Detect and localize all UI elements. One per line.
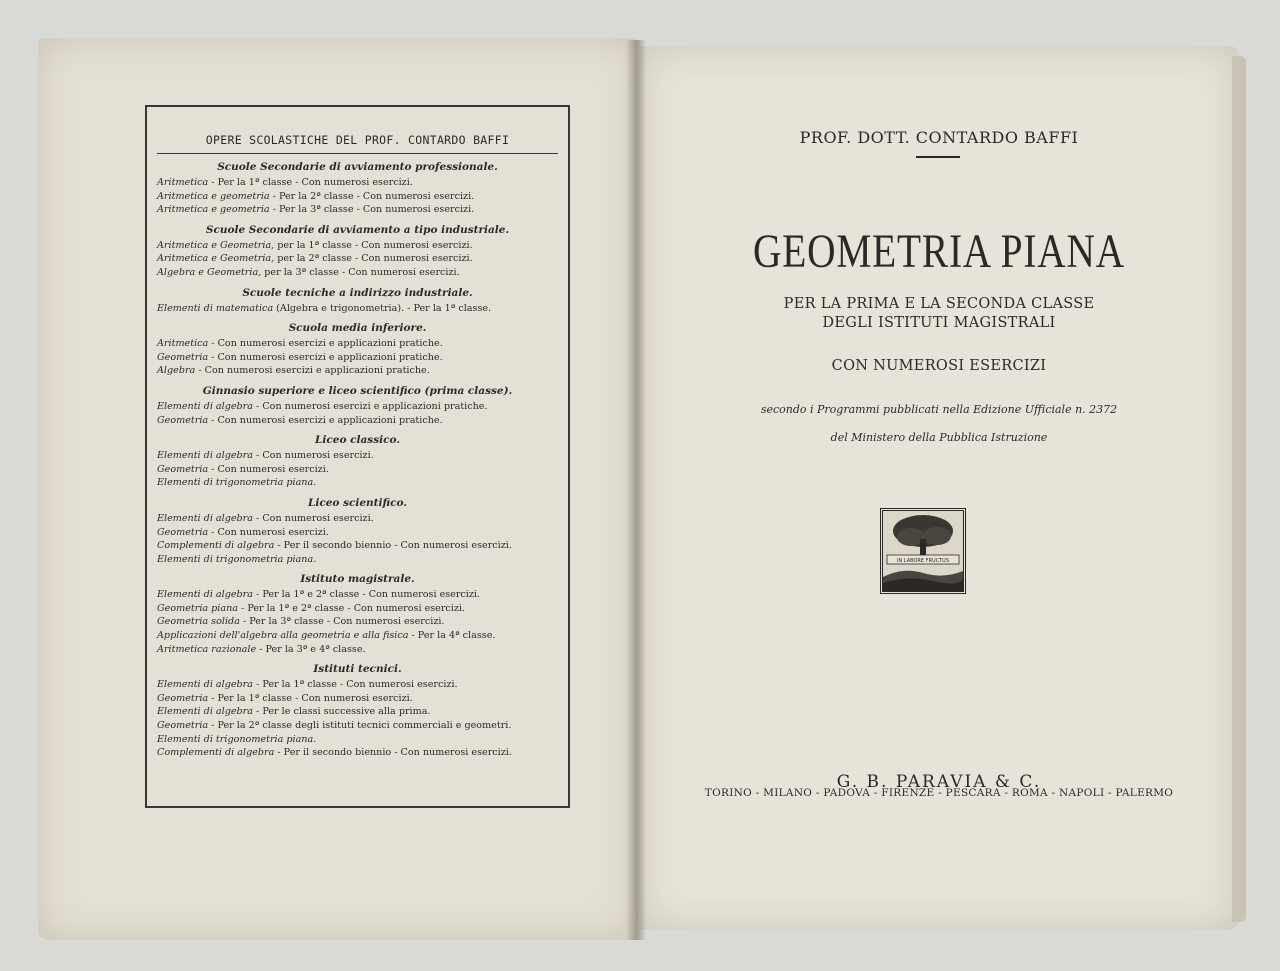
item-detail: per la 1ª classe - Con numerosi esercizi. <box>274 239 473 251</box>
subtitle-line-1: PER LA PRIMA E LA SECONDA CLASSE <box>783 296 1095 312</box>
item-detail: - Con numerosi esercizi. <box>208 463 329 475</box>
catalog-item <box>157 602 558 616</box>
item-title: Geometria <box>157 692 209 704</box>
catalog-item <box>157 588 558 602</box>
catalog-item <box>157 692 558 706</box>
item-title: Elementi di matematica <box>157 302 274 314</box>
catalog-header: OPERE SCOLASTICHE DEL PROF. CONTARDO BAFFI <box>157 133 558 154</box>
item-title: Aritmetica e Geometria, <box>157 253 275 265</box>
catalog-item <box>157 539 558 553</box>
catalog-sections <box>157 161 558 760</box>
item-title: Algebra e Geometria, <box>157 266 262 278</box>
item-title: Algebra <box>157 365 196 377</box>
catalog-item <box>157 364 558 378</box>
catalog-section <box>157 434 558 490</box>
item-title: Elementi di algebra <box>157 679 253 691</box>
item-detail: - Con numerosi esercizi. <box>253 450 374 462</box>
section-title: Scuole tecniche a indirizzo industriale. <box>242 286 473 299</box>
catalog-item <box>157 190 558 204</box>
item-detail: - Per il secondo biennio - Con numerosi esercizi. <box>274 540 512 552</box>
subtitle-line-2: DEGLI ISTITUTI MAGISTRALI <box>822 315 1056 331</box>
catalog-item <box>157 678 558 692</box>
catalog-item <box>157 266 558 280</box>
item-detail: - Per la 1ª classe - Con numerosi esercizi. <box>208 692 413 704</box>
item-title: Elementi di algebra <box>157 512 253 524</box>
catalog-box <box>145 105 570 808</box>
item-title: Geometria piana <box>157 602 238 614</box>
item-detail: - Per la 4ª classe. <box>408 630 496 642</box>
item-title: Elementi di trigonometria piana. <box>157 733 317 745</box>
catalog-item <box>157 351 558 365</box>
catalog-item <box>157 629 558 643</box>
item-detail: - Per la 1ª e 2ª classe - Con numerosi esercizi. <box>238 602 466 614</box>
section-title: Scuola media inferiore. <box>288 322 427 335</box>
book-spine <box>626 40 646 940</box>
catalog-section <box>157 287 558 316</box>
publisher-vignette <box>880 508 966 594</box>
item-title: Complementi di algebra <box>157 747 275 759</box>
catalog-section <box>157 322 558 378</box>
section-title: Istituti tecnici. <box>313 663 402 676</box>
item-detail: - Per la 2ª classe - Con numerosi esercizi. <box>269 190 475 202</box>
catalog-item <box>157 719 558 733</box>
catalog-item <box>157 414 558 428</box>
author-name: PROF. DOTT. CONTARDO BAFFI <box>799 128 1079 147</box>
item-title: Geometria <box>157 526 209 538</box>
catalog-item <box>157 463 558 477</box>
catalog-item <box>157 203 558 217</box>
section-title: Liceo scientifico. <box>307 496 408 509</box>
item-title: Aritmetica <box>157 338 209 350</box>
catalog-item <box>157 615 558 629</box>
item-title: Geometria <box>157 463 209 475</box>
program-note-2: del Ministero della Pubblica Istruzione <box>830 431 1048 444</box>
author-divider <box>916 156 960 158</box>
item-detail: - Per la 3ª e 4ª classe. <box>256 643 366 655</box>
catalog-item <box>157 476 558 490</box>
item-title: Aritmetica e geometria <box>157 190 270 202</box>
book-title: GEOMETRIA PIANA <box>753 225 1125 278</box>
item-detail: - Per la 2ª classe degli istituti tecnici commerciali e geometri. <box>208 720 512 732</box>
item-title: Elementi di algebra <box>157 450 253 462</box>
item-detail: - Per la 3ª classe - Con numerosi esercizi. <box>239 616 445 628</box>
catalog-item <box>157 643 558 657</box>
catalog-section <box>157 573 558 656</box>
catalog-item <box>157 512 558 526</box>
item-detail: - Con numerosi esercizi e applicazioni pratiche. <box>253 400 488 412</box>
catalog-item <box>157 526 558 540</box>
section-title: Ginnasio superiore e liceo scientifico (prima classe). <box>202 384 513 397</box>
item-title: Aritmetica e geometria <box>157 204 270 216</box>
item-detail: - Per la 1ª classe - Con numerosi esercizi. <box>253 679 458 691</box>
catalog-section <box>157 497 558 566</box>
item-title: Elementi di algebra <box>157 706 253 718</box>
catalog-item <box>157 239 558 253</box>
section-title: Scuole Secondarie di avviamento a tipo industriale. <box>205 223 510 236</box>
item-detail: (Algebra e trigonometria). - Per la 1ª classe. <box>273 302 492 314</box>
item-title: Elementi di algebra <box>157 400 253 412</box>
item-title: Geometria <box>157 414 209 426</box>
catalog-item <box>157 746 558 760</box>
publisher-cities: TORINO - MILANO - PADOVA - FIRENZE - PESCARA - ROMA - NAPOLI - PALERMO <box>704 787 1174 799</box>
item-detail: - Con numerosi esercizi e applicazioni pratiche. <box>195 365 430 377</box>
catalog-item <box>157 553 558 567</box>
item-title: Aritmetica razionale <box>157 643 257 655</box>
item-detail: - Con numerosi esercizi e applicazioni pratiche. <box>208 414 443 426</box>
tree-emblem-icon <box>883 511 963 591</box>
item-title: Geometria solida <box>157 616 240 628</box>
item-detail: - Con numerosi esercizi. <box>208 526 329 538</box>
catalog-item <box>157 449 558 463</box>
item-title: Geometria <box>157 720 209 732</box>
catalog-section <box>157 663 558 760</box>
item-title: Aritmetica e Geometria, <box>157 239 275 251</box>
item-detail: - Con numerosi esercizi. <box>253 512 374 524</box>
section-title: Liceo classico. <box>315 434 400 447</box>
item-detail: per la 3ª classe - Con numerosi esercizi. <box>261 266 460 278</box>
catalog-item <box>157 176 558 190</box>
section-title: Scuole Secondarie di avviamento professionale. <box>217 161 498 173</box>
catalog-section <box>157 385 558 427</box>
item-detail: - Per la 1ª classe - Con numerosi esercizi. <box>208 177 413 188</box>
publisher-name: G. B. PARAVIA & C. <box>836 772 1042 792</box>
catalog-section <box>157 224 558 280</box>
catalog-item <box>157 252 558 266</box>
item-title: Elementi di algebra <box>157 589 253 601</box>
item-detail: per la 2ª classe - Con numerosi esercizi. <box>274 253 473 265</box>
catalog-item <box>157 733 558 747</box>
item-title: Geometria <box>157 351 209 363</box>
item-detail: - Con numerosi esercizi e applicazioni pratiche. <box>208 338 443 350</box>
catalog-item <box>157 302 558 316</box>
item-title: Aritmetica <box>157 177 209 188</box>
item-detail: - Per la 1ª e 2ª classe - Con numerosi esercizi. <box>253 589 481 601</box>
item-title: Elementi di trigonometria piana. <box>157 553 317 565</box>
item-detail: - Per la 3ª classe - Con numerosi esercizi. <box>269 204 475 216</box>
vignette-motto: IN LABORE FRUCTUS <box>896 558 950 564</box>
catalog-section <box>157 161 558 217</box>
item-title: Applicazioni dell'algebra alla geometria e alla fisica <box>157 630 409 642</box>
section-title: Istituto magistrale. <box>300 573 415 586</box>
item-detail: - Con numerosi esercizi e applicazioni pratiche. <box>208 351 443 363</box>
item-title: Complementi di algebra <box>157 540 275 552</box>
exercises-line: CON NUMEROSI ESERCIZI <box>831 358 1047 374</box>
catalog-item <box>157 337 558 351</box>
item-detail: - Per le classi successive alla prima. <box>253 706 431 718</box>
catalog-item <box>157 400 558 414</box>
program-note-1: secondo i Programmi pubblicati nella Edizione Ufficiale n. 2372 <box>760 403 1118 416</box>
catalog-item <box>157 705 558 719</box>
item-title: Elementi di trigonometria piana. <box>157 477 317 489</box>
item-detail: - Per il secondo biennio - Con numerosi esercizi. <box>274 747 512 759</box>
